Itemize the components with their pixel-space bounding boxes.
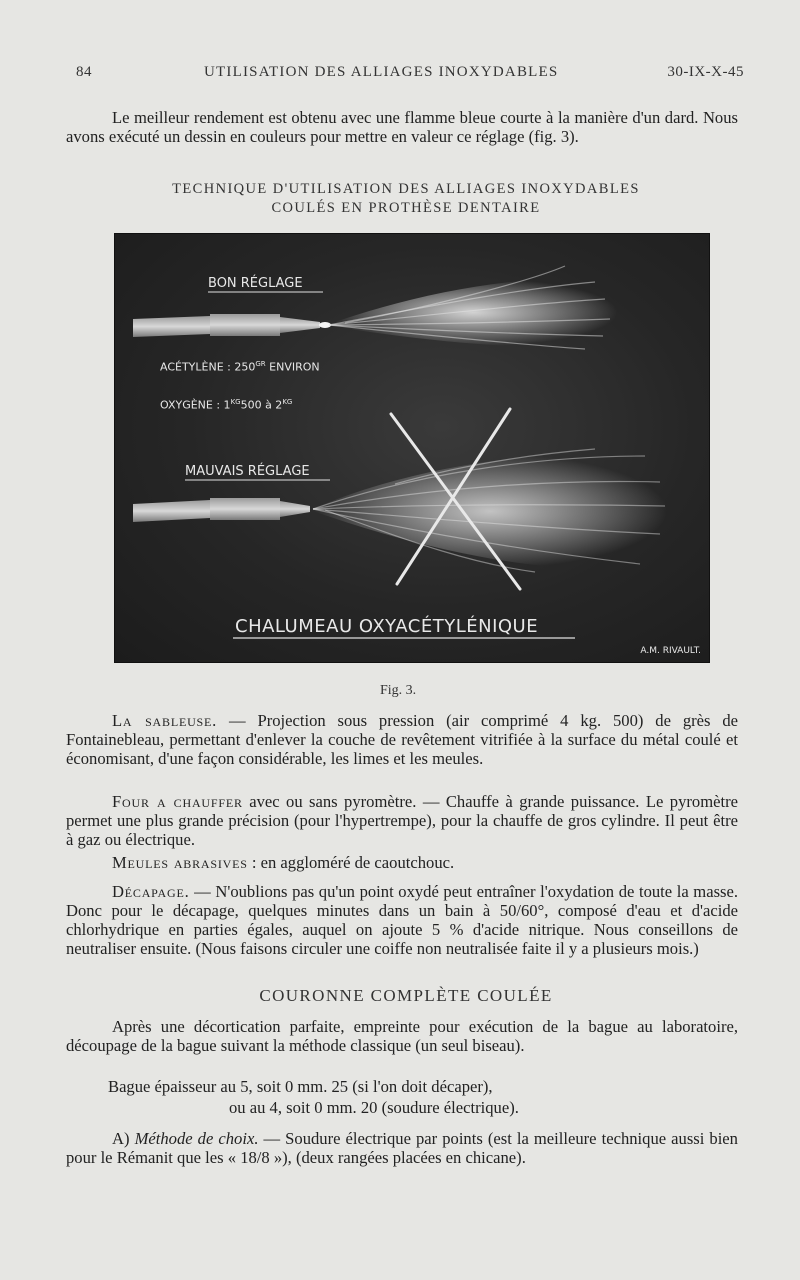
bague-line-2: ou au 4, soit 0 mm. 20 (soudure électrique). (229, 1098, 519, 1117)
decapage-heading: Décapage. (112, 882, 190, 901)
figure-title-line1: TECHNIQUE D'UTILISATION DES ALLIAGES INOXYDABLES (172, 181, 640, 197)
good-torch (133, 266, 617, 349)
torch-illustration (114, 233, 710, 663)
intro-paragraph: Le meilleur rendement est obtenu avec une flamme bleue courte à la manière d'un dard. Nous avons exécuté un dessin en couleurs pour mettre en valeur ce réglage (fig. 3). (66, 108, 738, 146)
figure-title-line2: COULÉS EN PROTHÈSE DENTAIRE (271, 200, 541, 216)
torch-drawing (115, 234, 709, 662)
header-date: 30-IX-X-45 (667, 64, 744, 80)
section-heading: COURONNE COMPLÈTE COULÉE (259, 986, 553, 1005)
bague-line-1: Bague épaisseur au 5, soit 0 mm. 25 (si l'on doit décaper), (108, 1077, 493, 1096)
methode-title: Méthode de choix. (134, 1129, 259, 1148)
acetylene-prefix: ACÉTYLÈNE : 250 (160, 360, 256, 374)
methode-prefix: A) (112, 1129, 135, 1148)
figure-caption: Fig. 3. (380, 683, 417, 698)
oxygen-mid: 500 à 2 (240, 398, 283, 412)
label-acetylene (160, 360, 320, 374)
four-body: avec ou sans pyromètre. — Chauffe à grande puissance. Le pyromètre permet une plus grande précision (pour l'hypertrempe), pour la chauffe de gros cylindre. Il peut être à gaz ou électrique. (66, 792, 738, 849)
label-torch-title: CHALUMEAU OXYACÉTYLÉNIQUE (235, 616, 539, 637)
paragraph-four (66, 792, 738, 849)
methode-paragraph (66, 1129, 738, 1167)
decapage-body: — N'oublions pas qu'un point oxydé peut entraîner l'oxydation de toute la masse. Donc pour le décapage, quelques minutes dans un bain à 50/60°, composé d'eau et d'acide chlorhydrique en parties égales, auquel on ajoute 5 % d'acide nitrique. Nous conseillons de neutraliser ensuite. (Nous faisons circuler une coiffe non neutralisée faite il y a plusieurs mois.) (66, 882, 738, 958)
paragraph-meules (66, 853, 738, 872)
acetylene-suffix: ENVIRON (269, 360, 320, 374)
label-oxygen (160, 398, 292, 412)
oxygen-prefix: OXYGÈNE : 1 (160, 398, 231, 412)
couronne-paragraph: Après une décortication parfaite, empreinte pour exécution de la bague au laboratoire, découpage de la bague suivant la méthode classique (un seul biseau). (66, 1017, 738, 1055)
meules-heading: Meules abrasives (112, 853, 248, 872)
acetylene-unit: GR (255, 360, 266, 368)
label-good-setting: BON RÉGLAGE (208, 276, 303, 291)
four-heading: Four a chauffer (112, 792, 243, 811)
oxygen-unit2: KG (282, 398, 293, 406)
meules-body: : en aggloméré de caoutchouc. (247, 853, 455, 872)
paragraph-sableuse (66, 711, 738, 768)
page-header (76, 64, 744, 88)
methode-body: — Soudure électrique par points (est la meilleure technique aussi bien pour le Rémanit que les « 18/8 »), (deux rangées placées en chicane). (66, 1129, 738, 1167)
paragraph-decapage (66, 882, 738, 958)
running-title: UTILISATION DES ALLIAGES INOXYDABLES (204, 64, 559, 80)
sableuse-heading: La sableuse. (112, 711, 218, 730)
label-bad-setting: MAUVAIS RÉGLAGE (185, 464, 310, 479)
oxygen-unit1: KG (230, 398, 241, 406)
sableuse-body: — Projection sous pression (air comprimé 4 kg. 500) de grès de Fontainebleau, permettant d'enlever la couche de revêtement vitrifiée à la surface du métal coulé et économisant, d'une façon considérable, les limes et les meules. (66, 711, 739, 768)
artist-signature: A.M. RIVAULT. (640, 646, 701, 656)
page-number: 84 (76, 64, 92, 80)
